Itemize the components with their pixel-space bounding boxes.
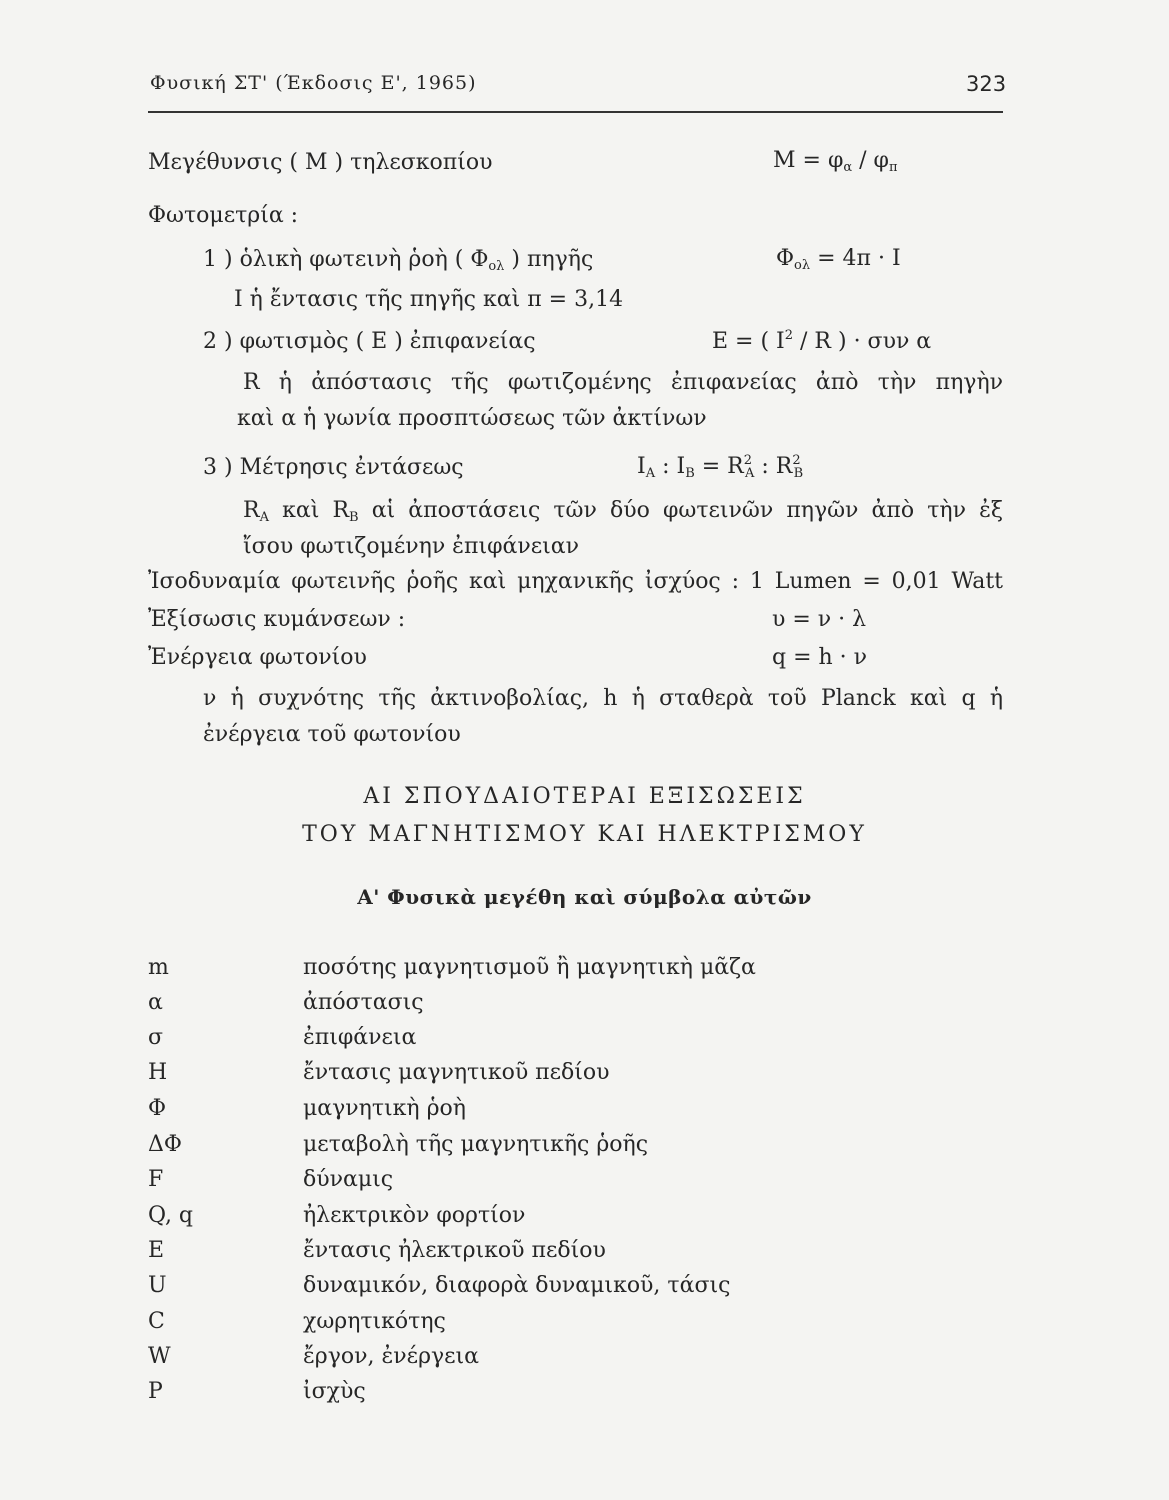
- section-title-2: ΤΟΥ ΜΑΓΝΗΤΙΣΜΟΥ ΚΑΙ ΗΛΕΚΤΡΙΣΜΟΥ: [302, 822, 867, 847]
- ra-rb-end: αἱ ἀποστάσεις τῶν δύο φωτεινῶν πηγῶν ἀπὸ τὴν ἐξ: [358, 498, 1003, 523]
- section-subtitle: Α' Φυσικὰ μεγέθη καὶ σύμβολα αὐτῶν: [357, 885, 812, 909]
- flux-label: [203, 247, 593, 274]
- intensity-i1: I: [637, 454, 646, 479]
- illumination-note-2: καὶ α ἡ γωνία προσπτώσεως τῶν ἀκτίνων: [237, 406, 707, 431]
- intensity-sub-a2: A: [745, 466, 755, 481]
- photometry-label: Φωτομετρία :: [148, 203, 299, 228]
- intensity-formula: [637, 453, 803, 481]
- intensity-eq: = R: [694, 454, 744, 479]
- definition-cell: ἀπόστασις: [303, 990, 424, 1015]
- flux-formula-main: Φ: [776, 246, 795, 271]
- illumination-label: 2 ) φωτισμὸς ( Ε ) ἐπιφανείας: [203, 329, 536, 354]
- illumination-formula-a: Ε = ( I: [712, 329, 785, 354]
- intensity-label: 3 ) Μέτρησις ἐντάσεως: [203, 455, 464, 480]
- magnification-formula: [773, 148, 898, 175]
- definition-cell: μεταβολὴ τῆς μαγνητικῆς ῥοῆς: [303, 1132, 649, 1157]
- header-rule: [148, 111, 1003, 113]
- ra-rb-sub-a: A: [259, 510, 269, 525]
- flux-label-text: 1 ) ὁλικὴ φωτεινὴ ῥοὴ ( Φ: [203, 247, 489, 272]
- intensity-colon-1: : I: [655, 454, 686, 479]
- photon-note-2: ἐνέργεια τοῦ φωτονίου: [203, 722, 461, 747]
- magnification-sub-p: π: [888, 160, 898, 175]
- symbol-cell: m: [148, 955, 169, 980]
- magnification-slash: / φ: [852, 148, 889, 173]
- flux-formula-end: = 4π · I: [810, 246, 901, 271]
- running-header: Φυσική ΣΤ' (Έκδοσις Ε', 1965): [150, 72, 477, 94]
- intensity-sup-2: 2: [792, 453, 801, 468]
- illumination-formula: [712, 328, 931, 354]
- wave-formula: υ = ν · λ: [772, 607, 867, 632]
- equivalence-line: Ἰσοδυναμία φωτεινῆς ῥοῆς καὶ μηχανικῆς ἰσχύος : 1 Lumen = 0,01 Watt: [148, 569, 1003, 594]
- definition-cell: ἰσχὺς: [303, 1379, 366, 1404]
- symbol-cell: Φ: [148, 1096, 167, 1121]
- intensity-sub-b2: B: [793, 466, 804, 481]
- section-title-1: ΑΙ ΣΠΟΥΔΑΙΟΤΕΡΑΙ ΕΞΙΣΩΣΕΙΣ: [363, 784, 806, 809]
- definition-cell: δύναμις: [303, 1167, 394, 1192]
- magnification-sub-a: α: [843, 160, 853, 175]
- symbol-cell: H: [148, 1060, 168, 1085]
- flux-formula-sub: ολ: [794, 258, 811, 273]
- photon-note-1: ν ἡ συχνότης τῆς ἀκτινοβολίας, h ἡ σταθερὰ τοῦ Planck καὶ q ἡ: [203, 686, 1003, 711]
- magnification-label: Μεγέθυνσις ( Μ ) τηλεσκοπίου: [148, 150, 493, 175]
- ra-rb-note-2: ἴσου φωτιζομένην ἐπιφάνειαν: [243, 534, 579, 559]
- flux-label-end: ) πηγῆς: [504, 247, 594, 272]
- flux-label-sub: ολ: [488, 259, 505, 274]
- definition-cell: δυναμικόν, διαφορὰ δυναμικοῦ, τάσις: [303, 1273, 731, 1298]
- wave-label: Ἐξίσωσις κυμάνσεων :: [148, 607, 406, 632]
- symbol-cell: ΔΦ: [148, 1132, 182, 1157]
- flux-note: I ἡ ἔντασις τῆς πηγῆς καὶ π = 3,14: [234, 287, 624, 312]
- intensity-sub-a: A: [645, 466, 656, 481]
- intensity-colon-2: : R: [754, 454, 793, 479]
- definition-cell: ἐπιφάνεια: [303, 1025, 417, 1050]
- intensity-sub-b: B: [685, 466, 695, 481]
- photon-label: Ἐνέργεια φωτονίου: [148, 645, 367, 670]
- symbol-cell: P: [148, 1379, 163, 1404]
- ra-rb-note-1: [243, 498, 1003, 525]
- symbol-cell: F: [148, 1167, 164, 1192]
- illumination-note-1: R ἡ ἀπόστασις τῆς φωτιζομένης ἐπιφανείας ἀπὸ τὴν πηγὴν: [243, 370, 1003, 395]
- photon-formula: q = h · ν: [772, 645, 868, 670]
- symbol-cell: E: [148, 1238, 165, 1263]
- ra-rb-a: R: [243, 498, 260, 523]
- symbol-cell: C: [148, 1309, 165, 1334]
- illumination-formula-b: / R ) · συν α: [793, 329, 932, 354]
- symbol-cell: Q, q: [148, 1203, 194, 1228]
- ra-rb-sub-b: B: [349, 510, 359, 525]
- definition-cell: χωρητικότης: [303, 1309, 446, 1334]
- symbol-cell: α: [148, 990, 163, 1015]
- ra-rb-mid: καὶ R: [268, 498, 350, 523]
- definition-cell: ποσότης μαγνητισμοῦ ἢ μαγνητικὴ μᾶζα: [303, 955, 756, 980]
- intensity-sup-1: 2: [743, 453, 753, 468]
- flux-formula: [776, 246, 901, 273]
- definition-cell: ἔντασις μαγνητικοῦ πεδίου: [303, 1060, 610, 1085]
- page-number: 323: [966, 72, 1007, 96]
- symbol-cell: U: [148, 1273, 167, 1298]
- illumination-formula-sup: 2: [784, 328, 794, 343]
- definition-cell: ἔντασις ἠλεκτρικοῦ πεδίου: [303, 1238, 606, 1263]
- definition-cell: μαγνητικὴ ῥοὴ: [303, 1096, 466, 1121]
- definition-cell: ἔργον, ἐνέργεια: [303, 1344, 480, 1369]
- symbol-cell: σ: [148, 1025, 164, 1050]
- magnification-formula-main: Μ = φ: [773, 148, 844, 173]
- symbol-cell: W: [148, 1344, 171, 1369]
- definition-cell: ἠλεκτρικὸν φορτίον: [303, 1203, 526, 1228]
